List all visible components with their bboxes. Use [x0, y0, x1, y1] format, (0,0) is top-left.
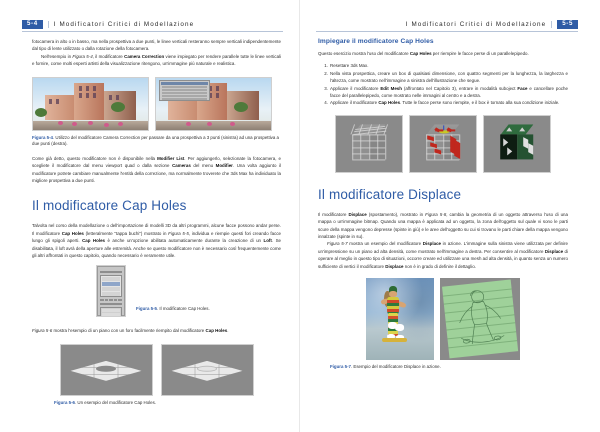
para-run: Questo esercizio mostra l'uso del modificatore — [318, 51, 410, 56]
keyword: Cap Holes — [205, 328, 228, 334]
para-run: viene impiegato per rendere parallele tutte le linee verticali e fornire, come molti esperti artisti della visualizzazione ritengono, un'immagine più naturale e realistica. — [32, 53, 282, 67]
paragraph-continuation: fotocamera in alto o in basso, ma nella prospettiva a due punti, le linee verticali resteranno sempre verticali indipendentemente dal tipo di lente utilizzato o dalla rotazione della fotocamera. — [32, 39, 281, 52]
para-run: Il modificatore — [318, 211, 349, 217]
figure-5-6-label: Figura 5-6 — [54, 399, 75, 405]
folio-right: 5-5 — [557, 20, 578, 30]
figure-5-7-caption — [330, 364, 568, 371]
para-run: . Per aggiungerlo, selezionate la fotocamera, e scegliete il modificatore dal menu viewport quad o dalla sezione — [32, 155, 281, 169]
paragraph-cap-holes — [32, 222, 281, 259]
figure-5-7 — [318, 278, 568, 360]
running-head-left — [22, 19, 283, 30]
paragraph-modifier-list — [32, 155, 281, 185]
para-run: . Una volta aggiunto il modificatore potrete cambiare manualmente l'entità della correzione, ma normalmente troverete che 3ds Max ha individuato la migliore prospettiva a due punti. — [32, 163, 281, 184]
camera-correction-dialog — [159, 80, 210, 101]
figure-5-7-photo — [366, 278, 434, 360]
figure-5-4 — [32, 77, 281, 131]
figure-5-7-caption-text: . Esempio del modificatore Displace in azione. — [350, 364, 441, 370]
figure-ref: Figura 5-4 — [72, 53, 93, 59]
para-run: Nell'esempio in — [41, 53, 73, 59]
keyword: Displace — [385, 263, 404, 269]
para-run: non è in grado di definire il dettaglio. — [403, 263, 477, 269]
para-run: del menu — [190, 163, 216, 169]
keyword: Loft — [263, 238, 272, 244]
paragraph-displace-1 — [318, 211, 568, 241]
step-4 — [318, 99, 568, 106]
para-run: mostra un esempio del modificatore — [347, 241, 423, 247]
para-run: in azione. L'immagine sulla sinistra viene utilizzata per definire un'impressione su un piano ad alta densità, come mostrato nell'immagine a destra. Per consentire al modificatore — [318, 241, 568, 254]
gizmo-axis-x — [435, 130, 443, 132]
right-page — [300, 0, 600, 432]
figure-ref: Figura 5-6 — [32, 328, 53, 334]
missing-face-hole — [520, 127, 526, 131]
step-text: . Tutte le facce perse sono riempite, e il box è tornato alla sua condizione iniziale. — [400, 100, 560, 106]
step-text: Resettare 3ds Max. — [330, 63, 369, 69]
subsection-heading-impiegare: Impiegare il modificatore Cap Holes — [318, 38, 434, 45]
para-run: per riempire le facce perse di un parallelepipedo. — [431, 51, 529, 56]
keyword: Displace — [422, 241, 442, 247]
figure-5-6-caption-text: . Un esempio del modificatore Cap Holes. — [74, 399, 157, 405]
step-text: Applicare il modificatore — [330, 100, 379, 106]
keyword: Modifier — [215, 163, 233, 169]
para-run: , cambia la geometria di un oggetto attraverso l'uso di una mappa o un'immagine bitmap. Quando una mappa è applicata ad un oggetto, la zona dell'oggetto sul quale vi sono le parti scure della mappa vengono depresse (spinte in giù) e le aree dell'oggetto su cui si trovano le parti chiare della mappa vengono innalzate (spinte in su). — [318, 211, 568, 240]
keyword: Face — [517, 85, 528, 91]
keyword: Displace — [544, 248, 564, 254]
exercise-steps — [318, 62, 568, 106]
step-text: e cancellare poche facce del parallelepipedo, come mostrato nelle immagini al centro e a destra. — [330, 85, 568, 99]
left-text-column — [32, 38, 281, 406]
para-run: , il modificatore — [92, 53, 125, 59]
figure-5-5 — [32, 265, 281, 321]
section-heading-displace: Il modificatore Displace — [318, 186, 462, 202]
figure-5-6-image-right — [161, 344, 254, 396]
step-3 — [318, 85, 568, 100]
figure-5-7-displaced-mesh — [440, 278, 520, 360]
running-head-left-title: I Modificatori Critici di Modellazione — [48, 21, 195, 28]
step-2 — [318, 70, 568, 85]
figure-5-6-image-left — [60, 344, 153, 396]
figure-5-4-label: Figura 5-4 — [32, 134, 53, 140]
paragraph-exercise-intro — [318, 50, 568, 57]
step-text: Applicare il modificatore — [330, 85, 381, 91]
figure-5-4-image-right — [155, 77, 272, 131]
cube-wireframe-image — [335, 115, 403, 173]
paragraph-camera-correction — [32, 53, 281, 68]
figure-5-5-image — [96, 265, 126, 317]
step-number: 2. — [324, 70, 328, 76]
step-number: 4. — [324, 100, 328, 106]
keyword: Displace — [348, 211, 367, 217]
para-run: (spostamento), mostrato in — [366, 211, 426, 217]
step-number: 1. — [324, 63, 328, 69]
para-run: mostra l'esempio di un piano con un foro facilmente riempito dal modificatore — [52, 328, 206, 334]
step-text: Nella vista prospettica, creare un box di qualsiasi dimensione, con quattro segmenti per la lunghezza, la larghezza e l'altezza, come mostrato nell'immagine a sinistra dell'illustrazione che segue. — [330, 70, 568, 84]
paragraph-figure-5-6-ref — [32, 327, 281, 334]
figure-5-6 — [32, 344, 281, 396]
para-run: (letteralmente "tappa buchi") mostrato in — [83, 230, 169, 236]
keyword: Edit Mesh — [380, 85, 402, 91]
keyword: Cap Holes — [82, 238, 106, 244]
gizmo-axis-y — [447, 130, 455, 132]
para-run: . Se disabilitata, il loft avrà della aperture alle estremità. Anche se questo modificatore non è necessario così frequentemente come gli altri affrontati in questo capitolo, quando necessario è veramente utile. — [32, 238, 281, 259]
figure-5-5-caption — [136, 306, 286, 313]
cube-selected-faces-image — [409, 115, 477, 173]
step-number: 3. — [324, 85, 328, 91]
running-head-rule-right — [316, 31, 578, 32]
figure-ref: Figura 5-7 — [327, 241, 348, 247]
figure-5-4-image-left — [32, 77, 149, 131]
para-run: è anche un'opzione abilitata automaticamente durante la creazione di un — [105, 238, 264, 244]
step-1 — [318, 62, 568, 69]
keyword: Cap Holes — [378, 100, 401, 106]
running-head-rule-left — [22, 31, 283, 32]
keyword: Cap Holes — [61, 230, 84, 236]
figure-5-7-label: Figura 5-7 — [330, 364, 351, 370]
figure-ref: Figura 5-5 — [168, 230, 189, 236]
figure-5-4-caption — [32, 135, 281, 148]
keyword: Cameras — [172, 163, 191, 169]
cube-capped-image — [483, 115, 551, 173]
missing-face-hole — [507, 127, 513, 131]
figure-5-5-label: Figura 5-5 — [136, 306, 157, 312]
figure-5-6-caption — [54, 400, 281, 407]
running-head-right — [316, 19, 578, 30]
keyword: Cap Holes — [409, 51, 432, 56]
keyword: Camera Correction — [124, 53, 165, 59]
keyword: Modifier List — [157, 155, 185, 161]
step-text: (affrontato nel Capitolo 3), entrare in modalità suboject — [401, 85, 518, 91]
para-run: . — [227, 328, 229, 334]
section-heading-cap-holes: Il modificatore Cap Holes — [32, 198, 187, 214]
paragraph-displace-2 — [318, 240, 568, 270]
figure-5-4-caption-text: . Utilizzo del modificatore Camera Correction per passare da una prospettiva a 3 punti (sinistra) ad una prospettiva a due punti (destra). — [32, 134, 279, 147]
missing-face-hole — [503, 138, 508, 146]
running-head-right-title: I Modificatori Critici di Modellazione — [406, 21, 553, 28]
selected-face — [454, 140, 460, 159]
para-run: , individua e riempie questi fori creando facce lungo gli spigoli aperti. — [32, 230, 282, 244]
figure-5-5-caption-text: . Il modificatore Cap Holes. — [156, 306, 210, 312]
para-run: di operare al meglio in questo tipo di situazioni, occorre creare ed utilizzare una mesh ad alta densità, in quanto senza un numero sufficiente di vertici il modificatore — [318, 248, 569, 269]
displaced-skater-outline — [442, 280, 518, 357]
missing-face-hole — [507, 147, 512, 155]
figure-ref: Figura 5-8 — [425, 211, 447, 217]
folio-left: 5-4 — [22, 20, 43, 30]
para-run: Come già detto, questo modificatore non è disponibile nella — [32, 155, 158, 161]
para-run: Talvolta nel corso della modellazione o dell'importazione di modelli 3D da altri programmi, alcune facce possono andar perse. Il modificatore — [32, 223, 281, 236]
right-text-column — [318, 38, 568, 371]
cap-holes-exercise-figures — [318, 115, 568, 173]
